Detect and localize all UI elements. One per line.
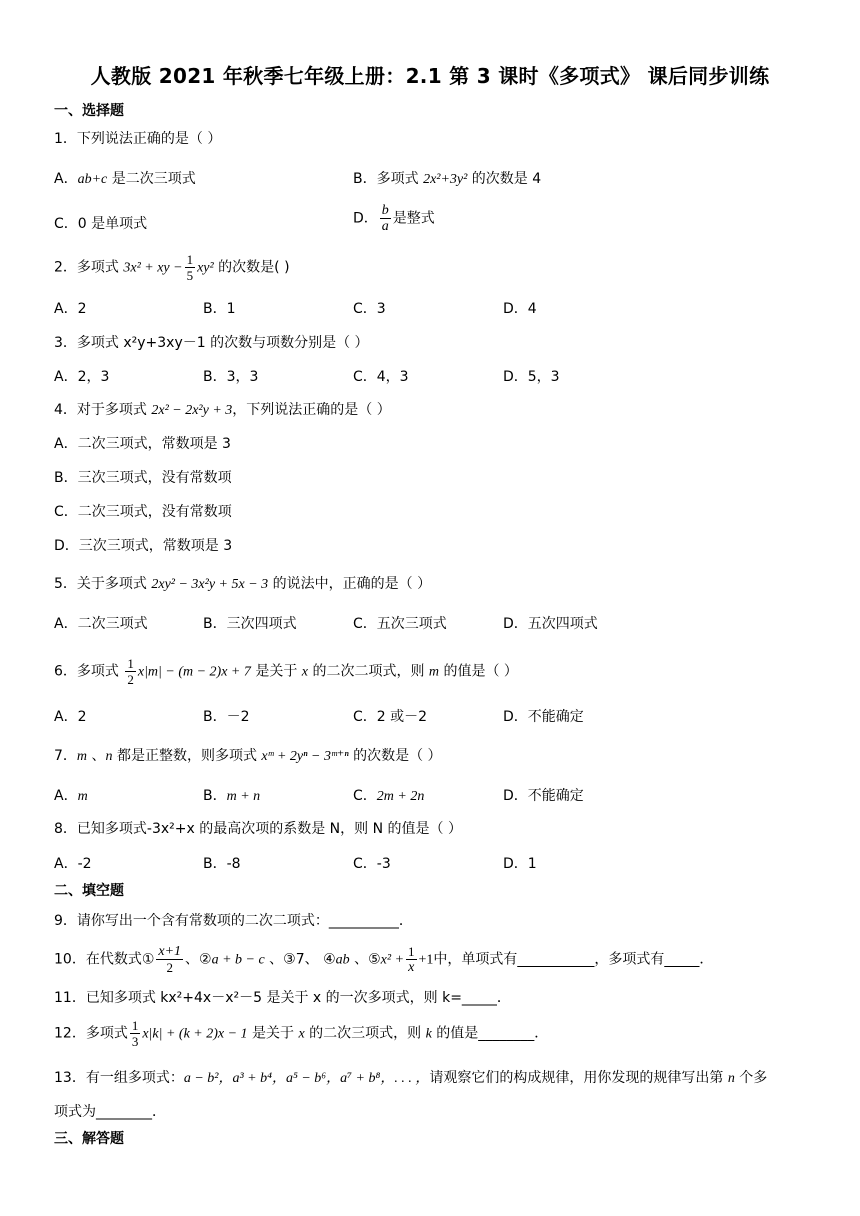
question-3-stem: 3．多项式 x²y+3xy－1 的次数与项数分别是（ ） <box>54 335 369 351</box>
question-5-option-d: D．五次四项式 <box>503 616 598 632</box>
question-3-option-c: C．4，3 <box>353 369 409 385</box>
question-5-option-a: A．二次三项式 <box>54 616 148 632</box>
question-2-option-c: C．3 <box>353 301 386 317</box>
question-6-option-c: C．2 或－2 <box>353 709 428 725</box>
question-9-stem: 9．请你写出一个含有常数项的二次二项式：__________． <box>54 913 413 929</box>
question-1-option-d: D． $\frac{b}{a}$ 是整式 <box>353 203 435 234</box>
question-1-stem: 1．下列说法正确的是（ ） <box>54 131 222 147</box>
question-5-stem: 5．关于多项式 2xy² − 3x²y + 5x − 3 的说法中，正确的是（ ） <box>54 576 432 592</box>
question-8-option-a: A．-2 <box>54 856 92 872</box>
question-6-option-d: D．不能确定 <box>503 709 584 725</box>
question-8-option-d: D．1 <box>503 856 537 872</box>
question-8-option-b: B．-8 <box>203 856 241 872</box>
question-3-option-a: A．2，3 <box>54 369 110 385</box>
question-3-option-b: B．3，3 <box>203 369 259 385</box>
question-13-stem: 13．有一组多项式：a − b²，a³ + b⁴，a⁵ − b⁶，a⁷ + b⁸，. . . ，请观察它们的构成规律，用你发现的规律写出第 n 个多 <box>54 1070 768 1086</box>
page-title: 人教版 2021 年秋季七年级上册：2.1 第 3 课时《多项式》 课后同步训练 <box>90 64 770 88</box>
section-multiple-choice: 一、选择题 <box>54 103 124 119</box>
question-10-stem: 10．在代数式① $\frac{x+1}{2}$ 、②a + b − c 、③7、 ④ab 、⑤x² + $\frac{1}{x}$ +1中，单项式有___________，多项式有_____． <box>54 944 714 975</box>
question-6-stem: 6．多项式 $\frac{1}{2}$ x|m| − (m − 2)x + 7 是关于 x 的二次二项式，则 m 的值是（ ） <box>54 656 518 687</box>
question-5-option-b: B．三次四项式 <box>203 616 297 632</box>
question-4-option-d: D．三次三项式，常数项是 3 <box>54 538 233 554</box>
question-13-continuation: 项式为________． <box>54 1104 166 1120</box>
question-7-option-b: B．m + n <box>203 788 261 804</box>
question-3-option-d: D．5，3 <box>503 369 560 385</box>
question-2-option-a: A．2 <box>54 301 87 317</box>
section-fill-in: 二、填空题 <box>54 883 124 899</box>
question-8-stem: 8．已知多项式-3x²+x 的最高次项的系数是 N，则 N 的值是（ ） <box>54 821 462 837</box>
question-6-option-a: A．2 <box>54 709 87 725</box>
question-6-option-b: B．－2 <box>203 709 250 725</box>
question-8-option-c: C．-3 <box>353 856 391 872</box>
question-2-option-b: B．1 <box>203 301 236 317</box>
question-5-option-c: C．五次三项式 <box>353 616 447 632</box>
question-1-option-c: C．0 是单项式 <box>54 216 148 232</box>
question-7-option-c: C．2m + 2n <box>353 788 425 804</box>
question-4-stem: 4．对于多项式 2x² − 2x²y + 3，下列说法正确的是（ ） <box>54 402 391 418</box>
question-4-option-a: A．二次三项式，常数项是 3 <box>54 436 231 452</box>
question-11-stem: 11．已知多项式 kx²+4x－x²－5 是关于 x 的一次多项式，则 k=_____． <box>54 990 511 1006</box>
question-1-option-b: B．多项式 2x²+3y² 的次数是 4 <box>353 171 542 187</box>
question-1-option-a: A．ab+c 是二次三项式 <box>54 171 196 187</box>
question-2-option-d: D．4 <box>503 301 537 317</box>
question-7-option-a: A．m <box>54 788 88 804</box>
question-7-option-d: D．不能确定 <box>503 788 584 804</box>
question-4-option-c: C．二次三项式，没有常数项 <box>54 504 232 520</box>
section-solve: 三、解答题 <box>54 1131 124 1147</box>
question-2-stem: 2．多项式 3x² + xy − $\frac{1}{5}$ xy² 的次数是( ) <box>54 252 290 283</box>
question-4-option-b: B．三次三项式，没有常数项 <box>54 470 232 486</box>
question-7-stem: 7．m 、n 都是正整数，则多项式 xᵐ + 2yⁿ − 3ᵐ⁺ⁿ 的次数是（ ） <box>54 748 442 764</box>
question-12-stem: 12．多项式 $\frac{1}{3}$ x|k| + (k + 2)x − 1 是关于 x 的二次三项式，则 k 的值是________． <box>54 1018 549 1049</box>
